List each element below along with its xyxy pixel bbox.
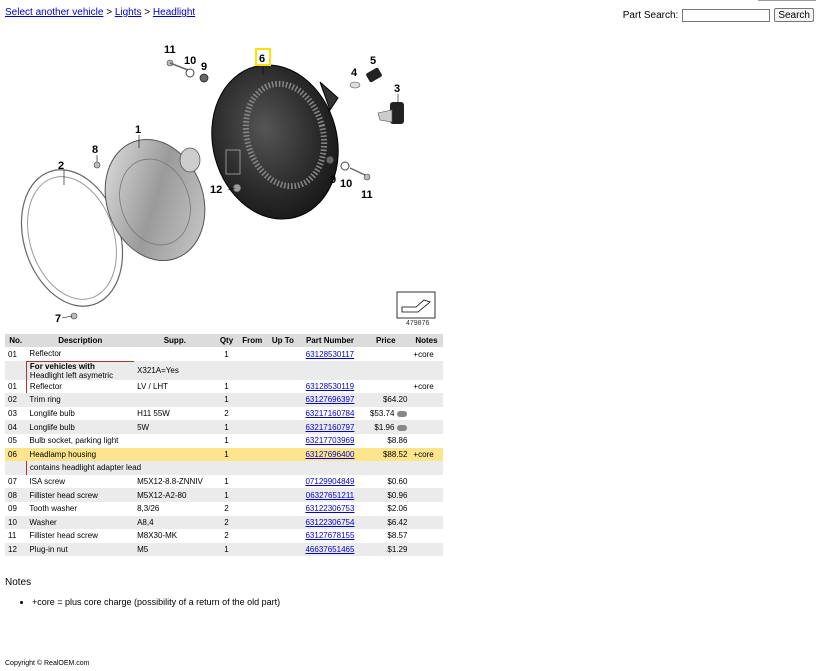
callout-5[interactable]: 5 [370, 55, 377, 67]
cell-upto [267, 380, 299, 394]
part-number-link[interactable]: 63128530119 [305, 381, 355, 391]
cell-upto [267, 516, 299, 530]
col-price: Price [361, 334, 410, 347]
callout-10[interactable]: 10 [340, 178, 353, 190]
price-history-icon[interactable] [397, 425, 407, 431]
cell-price [361, 347, 410, 361]
table-row [5, 516, 443, 530]
cell-part-number [299, 475, 361, 489]
note-condition-detail: Headlight left asymetric [29, 370, 114, 380]
cell-no: 09 [5, 502, 26, 516]
callout-1[interactable]: 1 [135, 124, 142, 136]
cell-no [5, 461, 26, 475]
cell-supp: 5W [134, 420, 215, 434]
cell-from [237, 529, 266, 543]
note-condition-title: For vehicles with [29, 361, 95, 371]
callout-7[interactable]: 7 [55, 313, 62, 325]
cell-supp: X321A=Yes [134, 361, 215, 380]
cell-price [361, 461, 410, 475]
price-value: $1.96 [374, 422, 395, 432]
table-header-row [5, 334, 443, 347]
parts-diagram [0, 30, 450, 330]
cell-upto [267, 488, 299, 502]
cell-description: ISA screw [26, 475, 134, 489]
callout-3[interactable]: 3 [394, 83, 401, 95]
cell-part-number [299, 516, 361, 530]
cell-qty: 1 [216, 488, 238, 502]
price-value: $88.52 [382, 449, 408, 459]
note-item: • +core = plus core charge (possibility of a return of the old part) [32, 597, 280, 607]
cell-upto [267, 543, 299, 557]
callout-8[interactable]: 8 [92, 144, 99, 156]
cell-description: contains headlight adapter lead [26, 461, 215, 475]
cell-part-number [299, 347, 361, 361]
cell-upto [267, 461, 299, 475]
cell-description: Headlamp housing [26, 448, 134, 462]
cell-part-number [299, 434, 361, 448]
part-number-link[interactable]: 63127678155 [305, 531, 355, 541]
cell-part-number [299, 448, 361, 462]
callout-12[interactable]: 12 [210, 184, 223, 196]
table-row [5, 380, 443, 394]
table-row [5, 475, 443, 489]
cell-from [237, 393, 266, 407]
price-value: $6.42 [387, 517, 408, 527]
cell-description: Plug-in nut [26, 543, 134, 557]
part-search-input[interactable] [682, 9, 770, 22]
cell-supp: M8X30-MK [134, 529, 215, 543]
cell-notes [410, 361, 442, 380]
cell-no: 07 [5, 475, 26, 489]
cell-price [361, 502, 410, 516]
cell-qty: 1 [216, 420, 238, 434]
cell-part-number [299, 461, 361, 475]
part-number-link[interactable]: 63127696400 [305, 449, 355, 459]
cell-qty: 1 [216, 347, 238, 361]
breadcrumb-separator: > [144, 7, 151, 18]
cell-qty: 2 [216, 529, 238, 543]
cell-no: 08 [5, 488, 26, 502]
cell-price [361, 488, 410, 502]
cell-part-number [299, 529, 361, 543]
part-number-link[interactable]: 46637651465 [305, 545, 355, 555]
part-number-link[interactable]: 63127696397 [305, 395, 355, 405]
col-part-number: Part Number [299, 334, 361, 347]
price-value: $64.20 [382, 395, 408, 405]
cell-from [237, 448, 266, 462]
part-number-link[interactable]: 63122306753 [305, 504, 355, 514]
cell-part-number [299, 380, 361, 394]
cell-notes [410, 475, 442, 489]
cell-qty: 1 [216, 475, 238, 489]
cell-description: Reflector [26, 380, 134, 394]
callout-2[interactable]: 2 [58, 160, 65, 172]
callout-9[interactable]: 9 [330, 174, 337, 186]
cell-notes [410, 488, 442, 502]
cell-upto [267, 347, 299, 361]
cell-notes: +core [410, 448, 442, 462]
cell-supp: M5X12-A2-80 [134, 488, 215, 502]
search-button[interactable]: Search [774, 8, 814, 22]
cell-from [237, 502, 266, 516]
cell-no: 03 [5, 407, 26, 421]
cell-upto [267, 529, 299, 543]
top-divider [758, 0, 816, 1]
breadcrumb-headlight[interactable]: Headlight [152, 7, 196, 18]
part-search [623, 8, 816, 22]
part-number-link[interactable]: 63217703969 [305, 436, 355, 446]
callout-11[interactable]: 11 [164, 44, 176, 56]
cell-qty: 2 [216, 516, 238, 530]
cell-description: Longlife bulb [26, 420, 134, 434]
price-value: $8.86 [387, 436, 408, 446]
cell-qty [216, 461, 238, 475]
cell-price [361, 407, 410, 421]
col-upto: Up To [267, 334, 299, 347]
cell-notes [410, 543, 442, 557]
callout-6[interactable]: 6 [259, 53, 266, 65]
price-value: $0.60 [387, 477, 408, 487]
cell-supp: 8,3/26 [134, 502, 215, 516]
cell-from [237, 407, 266, 421]
callout-9[interactable]: 9 [201, 61, 208, 73]
cell-supp: M5 [134, 543, 215, 557]
cell-price [361, 448, 410, 462]
cell-supp [134, 434, 215, 448]
parts-table [5, 334, 443, 556]
col-description: Description [26, 334, 134, 347]
cell-no [5, 361, 26, 380]
cell-qty: 1 [216, 543, 238, 557]
price-value: $2.06 [387, 504, 408, 514]
cell-part-number [299, 543, 361, 557]
col-from: From [237, 334, 266, 347]
table-row [5, 361, 443, 380]
cell-upto [267, 434, 299, 448]
cell-no: 05 [5, 434, 26, 448]
cell-no: 12 [5, 543, 26, 557]
cell-description: Fillister head screw [26, 529, 134, 543]
reflector-part [89, 125, 222, 274]
cell-price [361, 529, 410, 543]
cell-no: 11 [5, 529, 26, 543]
table-row [5, 543, 443, 557]
price-history-icon[interactable] [397, 411, 407, 417]
part-number-link[interactable]: 63217160784 [305, 409, 355, 419]
cell-description: Fillister head screw [26, 488, 134, 502]
cell-description: Washer [26, 516, 134, 530]
cell-from [237, 380, 266, 394]
part-number-link[interactable]: 63122306754 [305, 517, 355, 527]
cell-price [361, 543, 410, 557]
cell-qty: 1 [216, 393, 238, 407]
part-number-link[interactable]: 63217160797 [305, 422, 355, 432]
cell-no: 02 [5, 393, 26, 407]
cell-from [237, 488, 266, 502]
cell-supp: M5X12-8.8-ZNNIV [134, 475, 215, 489]
cell-part-number [299, 393, 361, 407]
cell-part-number [299, 502, 361, 516]
cell-part-number [299, 361, 361, 380]
cell-from [237, 420, 266, 434]
callout-4[interactable]: 4 [351, 67, 358, 79]
cell-price [361, 361, 410, 380]
diagram-id-icon [397, 292, 435, 318]
table-row [5, 529, 443, 543]
part-number-link[interactable]: 07129904849 [305, 477, 355, 487]
copyright: Copyright © RealOEM.com [5, 660, 90, 667]
cell-no: 06 [5, 448, 26, 462]
cell-part-number [299, 488, 361, 502]
notes-list [20, 597, 280, 607]
cell-supp [134, 393, 215, 407]
cell-notes [410, 461, 442, 475]
table-row [5, 420, 443, 434]
cell-upto [267, 393, 299, 407]
cell-upto [267, 448, 299, 462]
breadcrumb-select-vehicle[interactable]: Select another vehicle [5, 7, 104, 18]
cell-supp [134, 347, 215, 361]
cell-description: Reflector [26, 347, 134, 361]
cell-no: 10 [5, 516, 26, 530]
col-no: No. [5, 334, 26, 347]
cell-description: Tooth washer [26, 502, 134, 516]
cell-price [361, 420, 410, 434]
cell-description: Trim ring [26, 393, 134, 407]
cell-notes [410, 434, 442, 448]
cell-notes [410, 407, 442, 421]
cell-notes [410, 502, 442, 516]
cell-supp: H11 55W [134, 407, 215, 421]
cell-qty: 1 [216, 380, 238, 394]
cell-from [237, 516, 266, 530]
table-row [5, 461, 443, 475]
cell-qty: 2 [216, 407, 238, 421]
cell-qty: 1 [216, 448, 238, 462]
price-value: $1.29 [387, 545, 408, 555]
headlamp-housing-part [195, 51, 355, 234]
cell-notes: +core [410, 347, 442, 361]
table-row [5, 393, 443, 407]
cell-from [237, 475, 266, 489]
cell-notes [410, 516, 442, 530]
price-value: $0.96 [387, 490, 408, 500]
cell-notes [410, 393, 442, 407]
breadcrumb [5, 7, 195, 18]
price-value: $8.57 [387, 531, 408, 541]
cell-from [237, 361, 266, 380]
cell-upto [267, 475, 299, 489]
cell-price [361, 516, 410, 530]
breadcrumb-separator: > [106, 7, 113, 18]
part-search-label: Part Search: [622, 9, 679, 21]
cell-from [237, 434, 266, 448]
col-supp: Supp. [134, 334, 215, 347]
cell-supp [134, 448, 215, 462]
cell-from [237, 461, 266, 475]
cell-upto [267, 361, 299, 380]
callout-10[interactable]: 10 [184, 55, 197, 67]
cell-description: Bulb socket, parking light [26, 434, 134, 448]
cell-notes [410, 529, 442, 543]
cell-part-number [299, 407, 361, 421]
cell-upto [267, 407, 299, 421]
cell-from [237, 347, 266, 361]
cell-qty [216, 361, 238, 380]
table-row [5, 488, 443, 502]
col-notes: Notes [410, 334, 442, 347]
cell-supp: LV / LHT [134, 380, 215, 394]
table-row [5, 502, 443, 516]
table-row [5, 407, 443, 421]
breadcrumb-lights[interactable]: Lights [114, 7, 142, 18]
part-number-link[interactable]: 06327651211 [305, 490, 355, 500]
table-row [5, 448, 443, 462]
cell-supp: A8,4 [134, 516, 215, 530]
cell-qty: 1 [216, 434, 238, 448]
cell-no: 04 [5, 420, 26, 434]
col-qty: Qty [216, 334, 238, 347]
part-number-link[interactable]: 63128530117 [305, 349, 355, 359]
price-value: $53.74 [369, 409, 395, 419]
cell-price [361, 393, 410, 407]
cell-price [361, 475, 410, 489]
notes-heading: Notes [5, 577, 32, 588]
cell-no: 01 [5, 380, 26, 394]
cell-qty: 2 [216, 502, 238, 516]
cell-description: Longlife bulb [26, 407, 134, 421]
cell-notes: +core [410, 380, 442, 394]
diagram-image-id: 479876 [406, 320, 430, 327]
cell-upto [267, 502, 299, 516]
cell-notes [410, 420, 442, 434]
bulb-part [350, 67, 404, 124]
cell-description [26, 361, 134, 380]
cell-price [361, 434, 410, 448]
cell-no: 01 [5, 347, 26, 361]
cell-from [237, 543, 266, 557]
cell-upto [267, 420, 299, 434]
callout-11[interactable]: 11 [361, 189, 373, 201]
cell-part-number [299, 420, 361, 434]
table-row [5, 434, 443, 448]
table-row [5, 347, 443, 361]
cell-price [361, 380, 410, 394]
